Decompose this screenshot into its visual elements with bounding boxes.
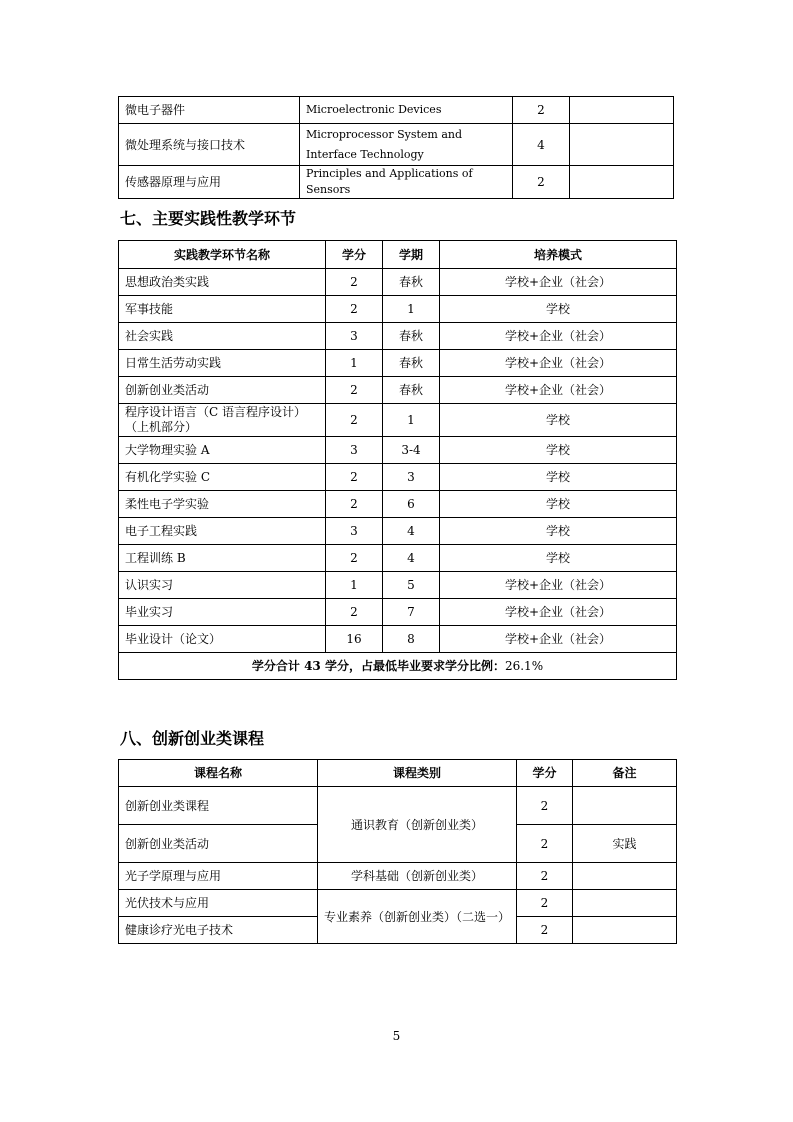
practice-term: 春秋	[383, 350, 440, 377]
practice-term: 春秋	[383, 377, 440, 404]
practice-credit: 2	[326, 599, 383, 626]
innovation-course-credit: 2	[517, 825, 573, 863]
practice-mode: 学校	[440, 437, 677, 464]
course-table-continuation	[118, 96, 674, 199]
innovation-course-name: 健康诊疗光电子技术	[119, 917, 318, 944]
col-header-credit: 学分	[326, 241, 383, 269]
practice-term: 4	[383, 518, 440, 545]
col-header-category: 课程类别	[318, 760, 517, 787]
table-row	[119, 863, 677, 890]
course-name-cn: 微处理系统与接口技术	[119, 124, 300, 166]
practice-mode: 学校	[440, 464, 677, 491]
course-name-cn: 微电子器件	[119, 97, 300, 124]
innovation-course-name: 创新创业类活动	[119, 825, 318, 863]
practice-mode: 学校	[440, 491, 677, 518]
practice-term: 8	[383, 626, 440, 653]
course-credit: 2	[513, 97, 570, 124]
innovation-course-name: 光子学原理与应用	[119, 863, 318, 890]
practice-term: 5	[383, 572, 440, 599]
course-note	[570, 166, 674, 199]
table-row	[119, 545, 677, 572]
practice-mode: 学校+企业（社会）	[440, 323, 677, 350]
section-title-practice: 七、主要实践性教学环节	[120, 209, 297, 228]
practice-name: 电子工程实践	[119, 518, 326, 545]
summary-row	[119, 653, 677, 680]
page-number: 5	[392, 1029, 401, 1043]
innovation-course-category: 学科基础（创新创业类）	[318, 863, 517, 890]
practice-name: 军事技能	[119, 296, 326, 323]
practice-credit: 2	[326, 545, 383, 572]
practice-name: 毕业实习	[119, 599, 326, 626]
innovation-course-credit: 2	[517, 787, 573, 825]
practice-credit: 3	[326, 323, 383, 350]
practice-name: 社会实践	[119, 323, 326, 350]
table-row	[119, 572, 677, 599]
col-header-mode: 培养模式	[440, 241, 677, 269]
practice-term: 6	[383, 491, 440, 518]
practice-credit: 2	[326, 464, 383, 491]
summary-value: 26.1%	[504, 659, 544, 673]
table-row	[119, 787, 677, 825]
practice-mode: 学校	[440, 545, 677, 572]
course-name-en: Microelectronic Devices	[300, 97, 513, 124]
practice-name: 柔性电子学实验	[119, 491, 326, 518]
practice-table	[118, 240, 677, 680]
practice-mode: 学校	[440, 404, 677, 437]
innovation-table	[118, 759, 677, 944]
practice-term: 春秋	[383, 323, 440, 350]
table-row	[119, 377, 677, 404]
table-row	[119, 296, 677, 323]
col-header-note: 备注	[573, 760, 677, 787]
practice-mode: 学校+企业（社会）	[440, 599, 677, 626]
practice-name: 大学物理实验 A	[119, 437, 326, 464]
practice-name: 有机化学实验 C	[119, 464, 326, 491]
practice-name: 创新创业类活动	[119, 377, 326, 404]
table-row	[119, 323, 677, 350]
table-row	[119, 491, 677, 518]
table-row	[119, 890, 677, 917]
practice-term: 3-4	[383, 437, 440, 464]
innovation-course-note	[573, 890, 677, 917]
table-header-row	[119, 241, 677, 269]
practice-mode: 学校+企业（社会）	[440, 377, 677, 404]
col-header-name: 实践教学环节名称	[119, 241, 326, 269]
table-row	[119, 124, 674, 166]
innovation-course-name: 光伏技术与应用	[119, 890, 318, 917]
col-header-course: 课程名称	[119, 760, 318, 787]
practice-name: 日常生活劳动实践	[119, 350, 326, 377]
innovation-course-credit: 2	[517, 863, 573, 890]
practice-credit: 2	[326, 296, 383, 323]
practice-credit: 16	[326, 626, 383, 653]
table-row	[119, 626, 677, 653]
practice-mode: 学校	[440, 296, 677, 323]
innovation-course-name: 创新创业类课程	[119, 787, 318, 825]
practice-term: 1	[383, 296, 440, 323]
table-row	[119, 97, 674, 124]
practice-mode: 学校+企业（社会）	[440, 269, 677, 296]
practice-credit: 3	[326, 518, 383, 545]
practice-term: 1	[383, 404, 440, 437]
innovation-course-note	[573, 863, 677, 890]
table-header-row	[119, 760, 677, 787]
credit-summary	[119, 653, 677, 680]
col-header-term: 学期	[383, 241, 440, 269]
summary-text: 学分合计 43 学分，占最低毕业要求学分比例：	[251, 659, 505, 673]
innovation-course-note	[573, 917, 677, 944]
practice-credit: 1	[326, 572, 383, 599]
innovation-course-note: 实践	[573, 825, 677, 863]
innovation-course-credit: 2	[517, 917, 573, 944]
practice-term: 4	[383, 545, 440, 572]
practice-credit: 3	[326, 437, 383, 464]
practice-term: 3	[383, 464, 440, 491]
course-name-en: Microprocessor System and Interface Technology	[300, 124, 513, 166]
practice-credit: 1	[326, 350, 383, 377]
table-row	[119, 269, 677, 296]
course-note	[570, 124, 674, 166]
innovation-course-note	[573, 787, 677, 825]
course-credit: 2	[513, 166, 570, 199]
practice-name: 思想政治类实践	[119, 269, 326, 296]
table-row	[119, 599, 677, 626]
col-header-credit: 学分	[517, 760, 573, 787]
course-name-cn: 传感器原理与应用	[119, 166, 300, 199]
table-row	[119, 437, 677, 464]
practice-name: 毕业设计（论文）	[119, 626, 326, 653]
innovation-course-category: 专业素养（创新创业类）（二选一）	[318, 890, 517, 944]
practice-mode: 学校+企业（社会）	[440, 572, 677, 599]
practice-credit: 2	[326, 269, 383, 296]
section-title-innovation: 八、创新创业类课程	[120, 729, 265, 748]
practice-mode: 学校	[440, 518, 677, 545]
innovation-course-category: 通识教育（创新创业类）	[318, 787, 517, 863]
practice-term: 7	[383, 599, 440, 626]
table-row	[119, 464, 677, 491]
practice-name: 认识实习	[119, 572, 326, 599]
table-row	[119, 166, 674, 199]
table-row	[119, 404, 677, 437]
practice-credit: 2	[326, 404, 383, 437]
practice-mode: 学校+企业（社会）	[440, 350, 677, 377]
table-row	[119, 518, 677, 545]
practice-name: 工程训练 B	[119, 545, 326, 572]
course-note	[570, 97, 674, 124]
course-credit: 4	[513, 124, 570, 166]
innovation-course-credit: 2	[517, 890, 573, 917]
practice-credit: 2	[326, 491, 383, 518]
practice-mode: 学校+企业（社会）	[440, 626, 677, 653]
practice-credit: 2	[326, 377, 383, 404]
table-row	[119, 350, 677, 377]
course-name-en: Principles and Applications of Sensors	[300, 166, 513, 199]
practice-name: 程序设计语言（C 语言程序设计）（上机部分）	[119, 404, 326, 437]
practice-term: 春秋	[383, 269, 440, 296]
